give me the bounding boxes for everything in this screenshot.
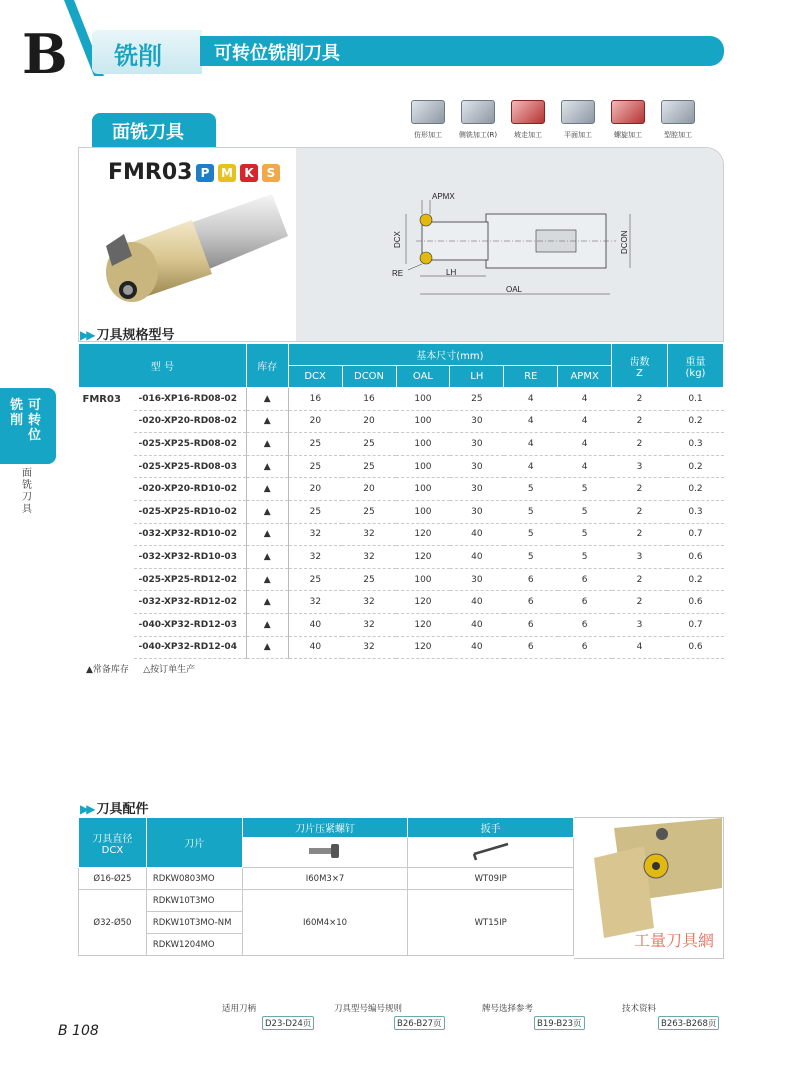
assembly-photo [574, 817, 724, 959]
watermark-text: 工量刀具網 [634, 931, 715, 950]
cell-z: 2 [612, 478, 668, 501]
cell-dcx: 32 [288, 591, 342, 614]
cell-kg: 0.7 [667, 523, 723, 546]
cell-dcon: 20 [342, 478, 396, 501]
cell-code: -040-XP32-RD12-04 [134, 636, 246, 659]
material-badge-m: M [218, 164, 236, 182]
cell-stock: ▲ [246, 478, 288, 501]
row-family [79, 591, 135, 614]
table-row [79, 478, 724, 501]
th-parts-wrench: 扳手 [408, 818, 574, 838]
cell-lh: 30 [450, 455, 504, 478]
cell-lh: 40 [450, 591, 504, 614]
cell-lh: 30 [450, 433, 504, 456]
row-family [79, 455, 135, 478]
cell-kg: 0.6 [667, 546, 723, 569]
cell-apmx: 6 [558, 636, 612, 659]
cell-dcx: 20 [288, 478, 342, 501]
cell-kg: 0.2 [667, 455, 723, 478]
cell-oal: 120 [396, 636, 450, 659]
cell-re: 6 [504, 636, 558, 659]
helical-icon: 螺旋加工 [604, 100, 652, 140]
ref-grade[interactable]: 牌号选择参考 B19-B23页 [482, 1002, 533, 1014]
header-title-bar [200, 36, 724, 66]
subsection-title: 面铣刀具 [112, 122, 184, 143]
screw-icon [242, 838, 408, 868]
cell-stock: ▲ [246, 613, 288, 636]
row-family [79, 568, 135, 591]
cell-stock: ▲ [246, 523, 288, 546]
row-family [79, 500, 135, 523]
cell-apmx: 5 [558, 478, 612, 501]
side-tab [0, 388, 56, 464]
cell-stock: ▲ [246, 636, 288, 659]
cell-z: 2 [612, 410, 668, 433]
parts-section-title: ▶▶ 刀具配件 [80, 802, 149, 817]
cell-z: 3 [612, 546, 668, 569]
cell-stock: ▲ [246, 388, 288, 411]
th-parts-dcx: 刀具直径 DCX [79, 818, 147, 868]
cell-lh: 40 [450, 546, 504, 569]
cell-z: 3 [612, 455, 668, 478]
table-row [79, 433, 724, 456]
label-dcon: DCON [620, 230, 629, 254]
cell-oal: 120 [396, 523, 450, 546]
cell-oal: 100 [396, 410, 450, 433]
cell-apmx: 6 [558, 613, 612, 636]
cell-code: -032-XP32-RD12-02 [134, 591, 246, 614]
cell-stock: ▲ [246, 568, 288, 591]
cell-oal: 100 [396, 388, 450, 411]
row-family [79, 613, 135, 636]
cell-code: -020-XP20-RD08-02 [134, 410, 246, 433]
cell-stock: ▲ [246, 500, 288, 523]
cell-stock: ▲ [246, 455, 288, 478]
header-section-tab [92, 30, 202, 74]
cell-kg: 0.6 [667, 591, 723, 614]
th-teeth: 齿数 Z [612, 344, 668, 388]
cell-z: 2 [612, 433, 668, 456]
legend: ▲常备库存 △按订单生产 [86, 665, 196, 675]
cell-apmx: 4 [558, 433, 612, 456]
face-milling-icon: 平面加工 [554, 100, 602, 140]
table-row [79, 546, 724, 569]
table-row [79, 568, 724, 591]
cell-code: -040-XP32-RD12-03 [134, 613, 246, 636]
ref-technical[interactable]: 技术资料 B263-B268页 [622, 1002, 656, 1014]
cell-kg: 0.2 [667, 568, 723, 591]
cell-z: 2 [612, 568, 668, 591]
cell-oal: 100 [396, 500, 450, 523]
cell-dcx: 20 [288, 410, 342, 433]
table-row [79, 388, 724, 411]
label-oal: OAL [506, 285, 523, 294]
row-family [79, 523, 135, 546]
material-badge-p: P [196, 164, 214, 182]
cell-z: 2 [612, 500, 668, 523]
cell-stock: ▲ [246, 591, 288, 614]
ref-coding[interactable]: 刀具型号编号规则 B26-B27页 [334, 1002, 402, 1014]
cell-re: 4 [504, 388, 558, 411]
cell-code: -032-XP32-RD10-03 [134, 546, 246, 569]
cell-dcx: 32 [288, 546, 342, 569]
side-tab-b: 可转位 [28, 398, 42, 443]
cell-stock: ▲ [246, 433, 288, 456]
cell-code: -025-XP25-RD10-02 [134, 500, 246, 523]
cell-dcx: 40 [288, 636, 342, 659]
cell-kg: 0.2 [667, 478, 723, 501]
cell-re: 6 [504, 613, 558, 636]
cell-lh: 30 [450, 478, 504, 501]
cell-code: -025-XP25-RD08-02 [134, 433, 246, 456]
cell-re: 5 [504, 546, 558, 569]
tool-photo [92, 186, 288, 306]
cell-re: 6 [504, 591, 558, 614]
cell-kg: 0.2 [667, 410, 723, 433]
cell-stock: ▲ [246, 410, 288, 433]
wrench-icon [408, 838, 574, 868]
cell-lh: 40 [450, 636, 504, 659]
cell-dcx: 40 [288, 613, 342, 636]
cell-apmx: 4 [558, 455, 612, 478]
table-row [79, 410, 724, 433]
cell-z: 2 [612, 523, 668, 546]
cell-apmx: 4 [558, 388, 612, 411]
row-family: FMR03 [79, 388, 135, 411]
spec-table: 型 号 库存 基本尺寸(mm) 齿数 Z 重量 (kg) DCX DCON OAL LH RE APMX FMR03 -016-XP16-RD08-02 ▲ 16 16 100 25 4 4 2 0.1 -020-XP20-RD08-02 ▲ 20 20 100 30 4 4 2 0.2 -025-XP25-RD08-02 ▲ 25 25 100 30 4 4 2 0.3 -025-XP25-RD08-03 ▲ 25 25 100 30 4 4 3 0.2 -020-XP20-RD10-02 ▲ 20 20 100 30 5 5 2 0.2 -025-XP25-RD10-02 ▲ 25 25 100 30 5 5 2 0.3 -032-XP32-RD10-02 ▲ 32 32 120 40 5 5 2 0.7 -032-XP32-RD10-03 ▲ 32 32 120 40 5 5 3 0.6 -025-XP25-RD12-02 ▲ 25 25 100 30 6 6 2 0.2 -032-XP32-RD12-02 ▲ 32 32 120 40 6 6 2 0.6 -040-XP32-RD12-03 ▲ 40 32 120 40 6 6 3 0.7 -040-XP32-RD12-04 ▲ 40 32 120 40 6 6 4 0.6 [78, 343, 724, 659]
cell-re: 4 [504, 433, 558, 456]
th-stock: 库存 [246, 344, 288, 388]
cell-code: -025-XP25-RD08-03 [134, 455, 246, 478]
cell-lh: 30 [450, 568, 504, 591]
cell-z: 4 [612, 636, 668, 659]
cell-lh: 40 [450, 523, 504, 546]
cell-apmx: 6 [558, 591, 612, 614]
label-lh: LH [446, 268, 457, 277]
cell-dcon: 25 [342, 500, 396, 523]
table-row [79, 591, 724, 614]
cell-kg: 0.3 [667, 433, 723, 456]
cell-dcx: 25 [288, 433, 342, 456]
parts-table: 刀具直径 DCX 刀片 刀片压紧螺钉 扳手 Ø16-Ø25 RDKW0803MO I60M3×7 WT09IP Ø32-Ø50 RDKW10T3MO I60M4×10 WT15IP RDKW10T3MO-NM RDKW1204MO [78, 817, 574, 956]
th-parts-screw: 刀片压紧螺钉 [242, 818, 408, 838]
label-apmx: APMX [432, 192, 455, 201]
spec-section-title: ▶▶ 刀具规格型号 [80, 328, 175, 343]
cell-re: 5 [504, 523, 558, 546]
cell-apmx: 5 [558, 546, 612, 569]
cell-lh: 25 [450, 388, 504, 411]
cell-kg: 0.7 [667, 613, 723, 636]
row-family [79, 546, 135, 569]
cell-dcon: 25 [342, 568, 396, 591]
cell-dcon: 25 [342, 433, 396, 456]
cell-code: -032-XP32-RD10-02 [134, 523, 246, 546]
cell-dcon: 32 [342, 523, 396, 546]
th-basic: 基本尺寸(mm) [288, 344, 611, 366]
cell-dcx: 25 [288, 568, 342, 591]
product-model: FMR03 [108, 160, 193, 185]
page-number: B 108 [58, 1023, 99, 1039]
cell-dcon: 32 [342, 636, 396, 659]
cell-apmx: 5 [558, 523, 612, 546]
operation-icons [404, 100, 724, 144]
cell-oal: 120 [396, 546, 450, 569]
cell-re: 5 [504, 500, 558, 523]
ref-holders[interactable]: 适用刀柄 D23-D24页 [222, 1002, 256, 1014]
cell-re: 6 [504, 568, 558, 591]
header-title: 可转位铣削刀具 [214, 43, 340, 64]
cell-dcx: 16 [288, 388, 342, 411]
cell-re: 4 [504, 455, 558, 478]
cell-dcx: 25 [288, 500, 342, 523]
cell-lh: 30 [450, 500, 504, 523]
cell-oal: 100 [396, 478, 450, 501]
subsection-tab [92, 113, 216, 149]
material-badge-k: K [240, 164, 258, 182]
cell-dcx: 25 [288, 455, 342, 478]
side-tab-a: 铣削 [10, 398, 24, 428]
cell-code: -016-XP16-RD08-02 [134, 388, 246, 411]
table-row [79, 613, 724, 636]
cell-re: 4 [504, 410, 558, 433]
cell-oal: 100 [396, 455, 450, 478]
cell-kg: 0.1 [667, 388, 723, 411]
row-family [79, 636, 135, 659]
table-row [79, 500, 724, 523]
cell-z: 2 [612, 591, 668, 614]
cell-dcon: 32 [342, 613, 396, 636]
cell-lh: 30 [450, 410, 504, 433]
cell-lh: 40 [450, 613, 504, 636]
cell-dcon: 32 [342, 591, 396, 614]
cell-code: -020-XP20-RD10-02 [134, 478, 246, 501]
row-family [79, 478, 135, 501]
cell-apmx: 5 [558, 500, 612, 523]
cell-dcon: 25 [342, 455, 396, 478]
cell-z: 3 [612, 613, 668, 636]
section-letter: B [22, 22, 68, 86]
ramping-icon: 坡走加工 [504, 100, 552, 140]
row-family [79, 410, 135, 433]
cell-dcon: 20 [342, 410, 396, 433]
cell-dcon: 32 [342, 546, 396, 569]
cell-apmx: 4 [558, 410, 612, 433]
th-model: 型 号 [79, 344, 247, 388]
cell-re: 5 [504, 478, 558, 501]
cell-code: -025-XP25-RD12-02 [134, 568, 246, 591]
cell-kg: 0.6 [667, 636, 723, 659]
cell-oal: 100 [396, 433, 450, 456]
cell-apmx: 6 [558, 568, 612, 591]
cell-stock: ▲ [246, 546, 288, 569]
cell-z: 2 [612, 388, 668, 411]
cell-dcx: 32 [288, 523, 342, 546]
label-dcx: DCX [393, 231, 402, 248]
cell-dcon: 16 [342, 388, 396, 411]
technical-drawing [386, 186, 646, 304]
th-weight: 重量 (kg) [667, 344, 723, 388]
label-re: RE [392, 269, 404, 278]
table-row [79, 523, 724, 546]
side-milling-icon: 侧铣加工(R) [454, 100, 502, 140]
material-badge-s: S [262, 164, 280, 182]
cell-kg: 0.3 [667, 500, 723, 523]
table-row [79, 455, 724, 478]
row-family [79, 433, 135, 456]
profiling-icon: 仿形加工 [404, 100, 452, 140]
header-section: 铣削 [114, 42, 162, 70]
cell-oal: 120 [396, 613, 450, 636]
table-row [79, 636, 724, 659]
pocketing-icon: 型腔加工 [654, 100, 702, 140]
cell-oal: 100 [396, 568, 450, 591]
cell-oal: 120 [396, 591, 450, 614]
th-parts-insert: 刀片 [146, 818, 242, 868]
side-tab-bottom: 面铣刀具 [22, 468, 32, 515]
